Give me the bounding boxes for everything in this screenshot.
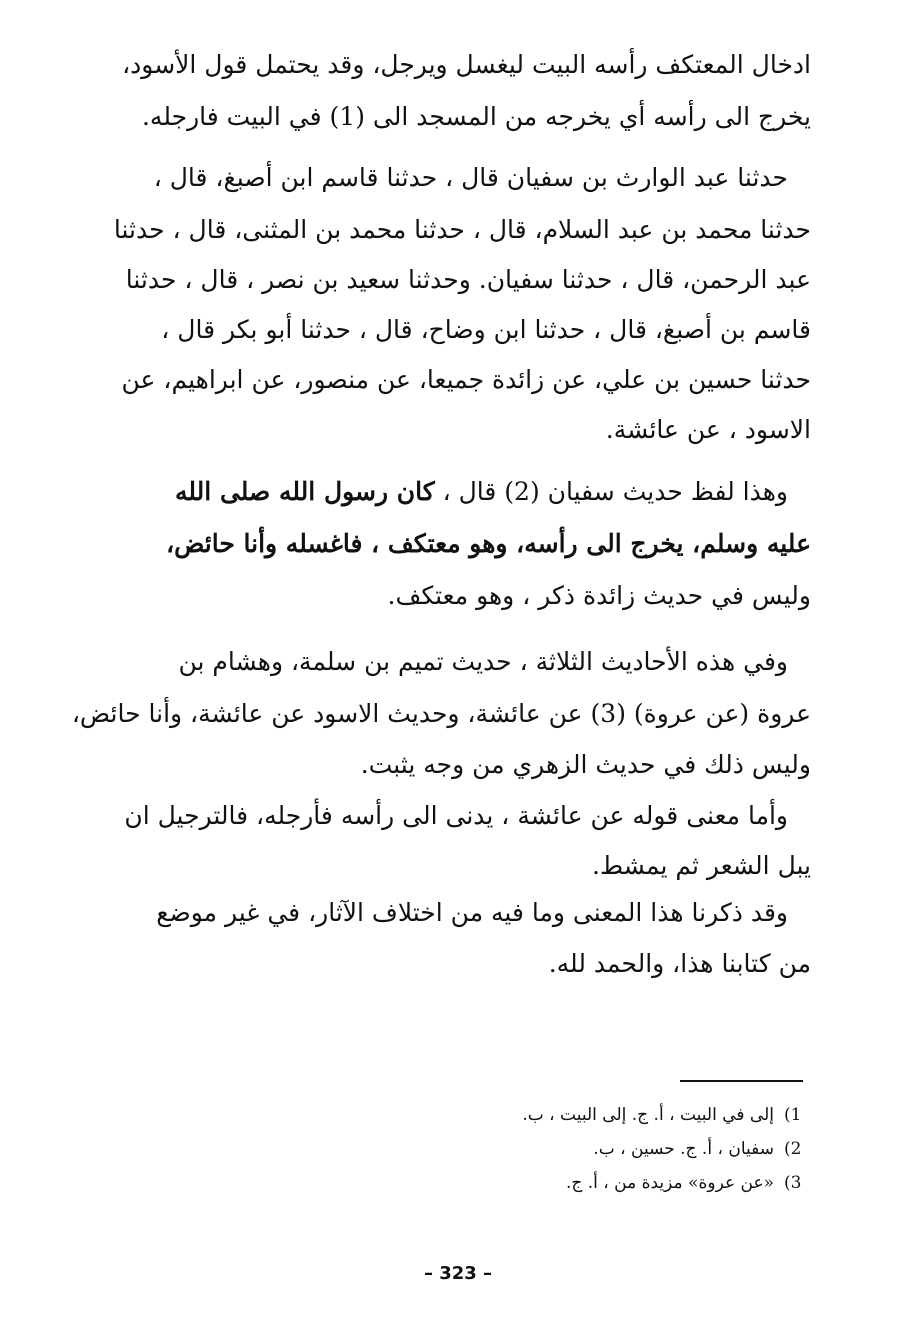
text-line: عروة (عن عروة) (3) عن عائشة، وحديث الاسود عن عائشة، وأنا حائض، — [71, 699, 811, 728]
footnote-number: 1) — [784, 1105, 802, 1125]
text-line: وليس في حديث زائدة ذكر ، وهو معتكف. — [387, 581, 811, 610]
text-line: يبل الشعر ثم يمشط. — [592, 851, 811, 880]
text-line: وأما معنى قوله عن عائشة ، يدنى الى رأسه فأرجله، فالترجيل ان — [124, 801, 788, 830]
page-number: – 323 – — [423, 1263, 493, 1284]
footnote-text: سفيان ، أ. ج. حسين ، ب. — [593, 1139, 774, 1159]
text-line: حدثنا عبد الوارث بن سفيان قال ، حدثنا قاسم ابن أصبغ، قال ، — [153, 163, 788, 192]
footnote-rule — [680, 1080, 803, 1082]
text-line: وليس ذلك في حديث الزهري من وجه يثبت. — [360, 750, 811, 779]
footnote-text: إلى في البيت ، أ. ج. إلى البيت ، ب. — [522, 1105, 774, 1125]
text-line: عبد الرحمن، قال ، حدثنا سفيان. وحدثنا سعيد بن نصر ، قال ، حدثنا — [125, 265, 811, 294]
text-line: يخرج الى رأسه أي يخرجه من المسجد الى (1) في البيت فارجله. — [141, 102, 811, 131]
text-line: الاسود ، عن عائشة. — [605, 415, 811, 444]
hadith-intro: وهذا لفظ حديث سفيان (2) قال ، — [442, 477, 788, 506]
text-line: حدثنا حسين بن علي، عن زائدة جميعا، عن منصور، عن ابراهيم، عن — [121, 365, 811, 394]
footnote — [593, 1136, 806, 1162]
footnote — [566, 1170, 806, 1196]
hadith-text: كان رسول الله صلى الله — [175, 477, 435, 506]
text-line: ادخال المعتكف رأسه البيت ليغسل ويرجل، وقد يحتمل قول الأسود، — [122, 50, 811, 79]
text-line: حدثنا محمد بن عبد السلام، قال ، حدثنا محمد بن المثنى، قال ، حدثنا — [113, 215, 811, 244]
text-line: وقد ذكرنا هذا المعنى وما فيه من اختلاف الآثار، في غير موضع — [156, 898, 788, 927]
text-line: وفي هذه الأحاديث الثلاثة ، حديث تميم بن سلمة، وهشام بن — [178, 647, 788, 676]
footnote-number: 2) — [784, 1139, 802, 1159]
text-line: من كتابنا هذا، والحمد لله. — [548, 949, 811, 978]
footnote-text: «عن عروة» مزيدة من ، أ. ج. — [565, 1173, 774, 1193]
footnote-number: 3) — [784, 1173, 802, 1193]
hadith-text: عليه وسلم، يخرج الى رأسه، وهو معتكف ، فاغسله وأنا حائض، — [166, 529, 811, 558]
text-line — [130, 472, 788, 512]
footnote — [522, 1102, 806, 1128]
text-line: قاسم بن أصبغ، قال ، حدثنا ابن وضاح، قال ، حدثنا أبو بكر قال ، — [161, 315, 811, 344]
